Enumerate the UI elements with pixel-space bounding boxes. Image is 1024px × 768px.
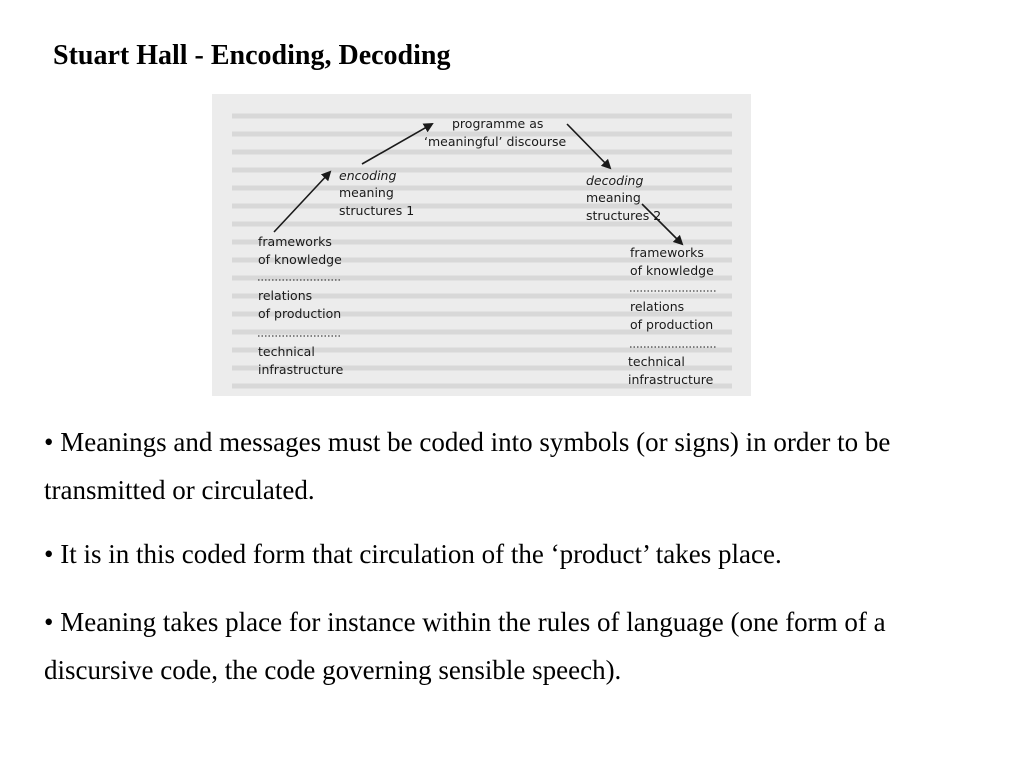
left-stack xyxy=(258,234,344,377)
right-relations-line1: relations xyxy=(630,299,685,314)
right-frameworks-line2: of knowledge xyxy=(630,263,714,278)
programme-label-line1: programme as xyxy=(452,116,544,131)
bullet-item: • Meanings and messages must be coded into symbols (or signs) in order to be transmitted or circulated. xyxy=(44,427,891,505)
bullet-list xyxy=(44,418,994,710)
slide-title: Stuart Hall - Encoding, Decoding xyxy=(53,40,451,71)
left-relations-line1: relations xyxy=(258,288,313,303)
encoding-structures-label: structures 1 xyxy=(339,203,415,218)
decoding-meaning-label: meaning xyxy=(586,190,641,205)
decoding-structures-label: structures 2 xyxy=(586,208,662,223)
right-frameworks-line1: frameworks xyxy=(630,245,704,260)
left-relations-line2: of production xyxy=(258,306,342,321)
right-relations-line2: of production xyxy=(630,317,714,332)
right-technical-line1: technical xyxy=(628,354,685,369)
diagram-svg xyxy=(212,94,751,396)
encoding-meaning-label: meaning xyxy=(339,185,394,200)
bullet-item: • It is in this coded form that circulation of the ‘product’ takes place. xyxy=(44,539,782,569)
left-technical-line1: technical xyxy=(258,344,315,359)
arrow-programme-to-decoding xyxy=(567,124,610,168)
right-technical-line2: infrastructure xyxy=(628,372,714,387)
encoding-decoding-diagram xyxy=(212,94,751,396)
decoding-label: decoding xyxy=(586,173,644,188)
programme-label-line2: ‘meaningful’ discourse xyxy=(424,134,567,149)
left-frameworks-line2: of knowledge xyxy=(258,252,342,267)
left-technical-line2: infrastructure xyxy=(258,362,344,377)
bullet-item: • Meaning takes place for instance within the rules of language (one form of a discursive code, the code governing sensible speech). xyxy=(44,607,886,685)
arrow-encoding-to-programme xyxy=(362,124,432,164)
left-frameworks-line1: frameworks xyxy=(258,234,332,249)
encoding-label: encoding xyxy=(339,168,397,183)
